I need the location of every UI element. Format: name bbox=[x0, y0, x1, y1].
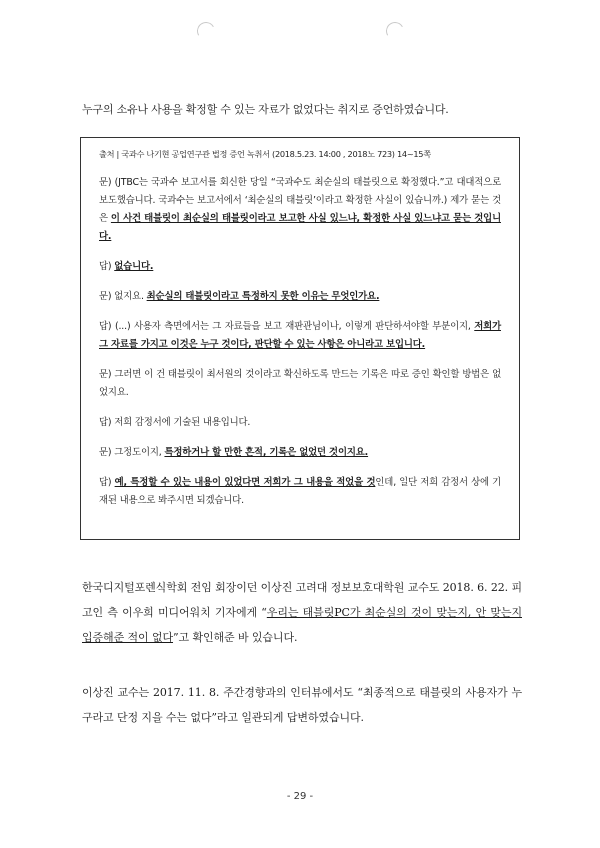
quote-question-3: 문) 그러면 이 건 태블릿이 최서원의 것이라고 확신하도록 만드는 기록은 따로 증인 확인할 방법은 없었지요. bbox=[99, 369, 501, 398]
quote-question-2: 문) 없지요. 최순실의 태블릿이라고 특정하지 못한 이유는 무엇인가요. bbox=[99, 291, 380, 302]
quote-question-4: 문) 그정도이지, 특정하거나 할 만한 흔적, 기록은 없었던 것이지요. bbox=[99, 447, 369, 458]
quote-question-1: 문) (JTBC는 국과수 보고서를 회신한 당일 “국과수도 최순실의 태블릿으로 확정했다.”고 대대적으로 보도했습니다. 국과수는 보고서에서 ‘최순실의 태블릿’이라고 확정한 사실이 있습니까.) 제가 묻는 것은 이 사건 태블릿이 최순실의 태블릿이라고 보고한 사실 있느냐, 확정한 사실 있느냐고 묻는 것입니다. bbox=[99, 177, 501, 242]
quote-answer-4: 답) 예, 특정할 수 있는 내용이 있었다면 저희가 그 내용을 적었을 것인데, 일단 저희 감정서 상에 기재된 내용으로 봐주시면 되겠습니다. bbox=[99, 477, 502, 506]
page-number: - 29 - bbox=[286, 791, 314, 802]
quote-answer-2: 답) (...) 사용자 측면에서는 그 자료들을 보고 재판관님이나, 이렇게 판단하셔야할 부분이지, 저희가 그 자료를 가지고 이것은 누구 것이다, 판단할 수 있는 사항은 아니라고 보입니다. bbox=[99, 321, 501, 350]
testimony-quote-box bbox=[80, 137, 520, 540]
quote-answer-1: 답) 없습니다. bbox=[99, 261, 154, 272]
intro-paragraph: 누구의 소유나 사용을 확정할 수 있는 자료가 없었다는 취지로 증언하였습니다. bbox=[82, 103, 449, 116]
body-paragraph-1: 한국디지털포렌식학회 전임 회장이던 이상진 고려대 정보보호대학원 교수도 2018. 6. 22. 피고인 측 이우희 미디어워치 기자에게 “우리는 태블릿PC가 최순실의 것이 맞는지, 안 맞는지 입증해준 적이 없다”고 확인해준 바 있습니다. bbox=[82, 581, 522, 644]
punch-hole-mark bbox=[384, 20, 406, 42]
quote-source: 출처 | 국과수 나기현 공업연구관 법정 증언 녹취서 (2018.5.23. 14:00 , 2018노 723) 14~15쪽 bbox=[99, 149, 431, 159]
punch-hole-mark bbox=[195, 20, 217, 42]
body-paragraph-2: 이상진 교수는 2017. 11. 8. 주간경향과의 인터뷰에서도 “최종적으로 태블릿의 사용자가 누구라고 단정 지을 수는 없다”라고 일관되게 답변하였습니다. bbox=[82, 686, 522, 724]
quote-answer-3: 답) 저희 감정서에 기술된 내용입니다. bbox=[99, 417, 251, 428]
